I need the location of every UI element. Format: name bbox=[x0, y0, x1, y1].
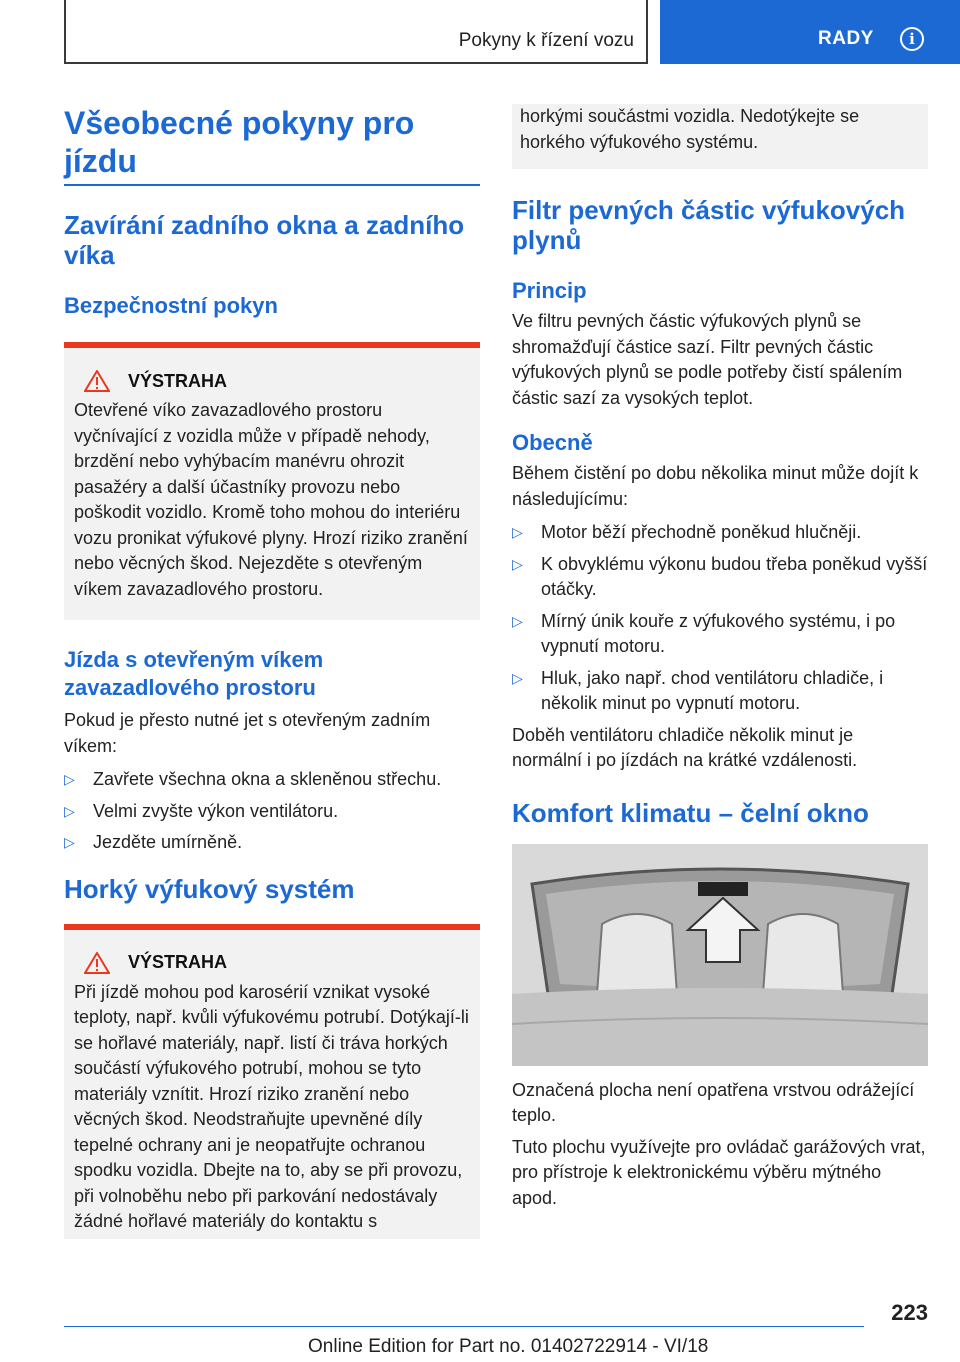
warning-box-2-continued bbox=[512, 104, 928, 169]
warning-box-1 bbox=[64, 342, 480, 620]
warning-triangle-icon bbox=[84, 952, 110, 974]
bullet-triangle-icon: ▷ bbox=[64, 802, 75, 819]
list-item: ▷ Mírný únik kouře z výfukového systému, i po vypnutí motoru. bbox=[512, 610, 896, 656]
warning-box-2 bbox=[64, 924, 480, 1239]
header-section-box bbox=[64, 0, 648, 64]
warning-title-row bbox=[84, 952, 470, 974]
warning-title-row bbox=[84, 370, 470, 392]
list-open-lid bbox=[64, 767, 480, 856]
paragraph-principle: Ve filtru pevných částic výfukových plynů se shromažďují částice sazí. Filtr pevných částic výfukových plynů se podle potřeby čistí spálením částic sazí za vysokých teplot. bbox=[512, 311, 903, 408]
heading-hot-exhaust: Horký výfukový systém bbox=[64, 873, 355, 904]
warning-title: VÝSTRAHA bbox=[128, 370, 228, 391]
paragraph-area-usage: Tuto plochu využívejte pro ovládač garážových vrat, pro přístroje k elektronickému výběru mýtného apod. bbox=[512, 1136, 926, 1208]
heading-general: Obecně bbox=[512, 430, 593, 455]
header-tab-label: RADY bbox=[818, 28, 874, 49]
bullet-triangle-icon: ▷ bbox=[512, 555, 523, 572]
list-item: ▷ Motor běží přechodně poněkud hlučněji. bbox=[512, 520, 928, 546]
bullet-triangle-icon: ▷ bbox=[512, 612, 523, 629]
heading-open-lid-driving: Jízda s otevřeným víkem zavazadlového prostoru bbox=[64, 647, 324, 700]
bullet-triangle-icon: ▷ bbox=[512, 669, 523, 686]
list-item: ▷ Velmi zvyšte výkon ventilátoru. bbox=[64, 799, 480, 825]
heading-climate-windshield: Komfort klimatu – čelní okno bbox=[512, 797, 869, 828]
bullet-triangle-icon: ▷ bbox=[512, 524, 523, 540]
h1-container bbox=[64, 104, 480, 186]
paragraph-marked-area: Označená plocha není opatřena vrstvou odrážející teplo. bbox=[512, 1079, 915, 1125]
car-interior-image bbox=[512, 844, 928, 1066]
list-item: ▷ Hluk, jako např. chod ventilátoru chladiče, i několik minut po vypnutí motoru. bbox=[512, 667, 884, 713]
list-item: ▷ K obvyklému výkonu budou třeba poněkud vyšší otáčky. bbox=[512, 553, 928, 599]
right-column bbox=[512, 104, 928, 1211]
header-section-title: Pokyny k řízení vozu bbox=[458, 30, 634, 51]
heading-rear-window: Zavírání zadního okna a zadního víka bbox=[64, 210, 465, 270]
header-tab-rady[interactable] bbox=[660, 0, 960, 64]
warning-text-2-continued: horkými součástmi vozidla. Nedotýkejte se horkého výfukového systému. bbox=[520, 106, 860, 152]
heading-particle-filter: Filtr pevných částic výfukových plynů bbox=[512, 195, 906, 255]
warning-text-1: Otevřené víko zavazadlového prostoru vyčnívající z vozidla může v případě nehody, brzdění nebo vyhýbacím manévru ohrozit pasažéry a další účastníky provozu nebo poškodit vozidlo. Kromě toho mohou do interiéru vozu pronikat výfukové plyny. Hrozí riziko zranění nebo věcných škod. Nejezděte s otevřeným víkem zavazadlového prostoru. bbox=[74, 400, 468, 599]
warning-triangle-icon bbox=[84, 370, 110, 392]
paragraph-open-lid: Pokud je přesto nutné jet s otevřeným zadním víkem: bbox=[64, 710, 431, 756]
warning-text-2: Při jízdě mohou pod karosérií vznikat vysoké teploty, např. kvůli výfukovému potrubí. Dotýkají-li se hořlavé materiály, např. listí či tráva horkých součástí výfukového potrubí, mohou se tyto materiály vznítit. Hrozí riziko zranění nebo věcných škod. Neodstraňujte upevněné díly tepelné ochrany ani je neopatřujte ochranou spodku vozidla. Dbejte na to, aby se při provozu, při volnoběhu nebo při parkování nedostávaly žádné hořlavé materiály do kontaktu s bbox=[74, 981, 469, 1231]
bullet-triangle-icon: ▷ bbox=[64, 834, 75, 850]
heading-principle: Princip bbox=[512, 278, 587, 303]
page-title: Všeobecné pokyny pro jízdu bbox=[64, 105, 415, 179]
warning-title: VÝSTRAHA bbox=[128, 952, 228, 972]
footer-divider bbox=[64, 1326, 864, 1327]
heading-safety-note: Bezpečnostní pokyn bbox=[64, 293, 278, 318]
windshield-illustration bbox=[512, 844, 928, 1066]
list-item: ▷ Jezděte umírněně. bbox=[64, 830, 480, 856]
page-number: 223 bbox=[891, 1300, 928, 1325]
paragraph-general: Během čistění po dobu několika minut může dojít k následujícímu: bbox=[512, 463, 919, 509]
footer-edition: Online Edition for Part no. 01402722914 - VI/18 bbox=[308, 1336, 709, 1357]
list-cleaning-effects bbox=[512, 520, 928, 717]
list-item: ▷ Zavřete všechna okna a skleněnou střechu. bbox=[64, 767, 480, 793]
paragraph-fan-runon: Doběh ventilátoru chladiče několik minut je normální i po jízdách na krátké vzdálenosti. bbox=[512, 724, 858, 770]
bullet-triangle-icon: ▷ bbox=[64, 771, 75, 787]
left-column bbox=[64, 104, 480, 1239]
info-icon[interactable]: i bbox=[900, 27, 924, 51]
